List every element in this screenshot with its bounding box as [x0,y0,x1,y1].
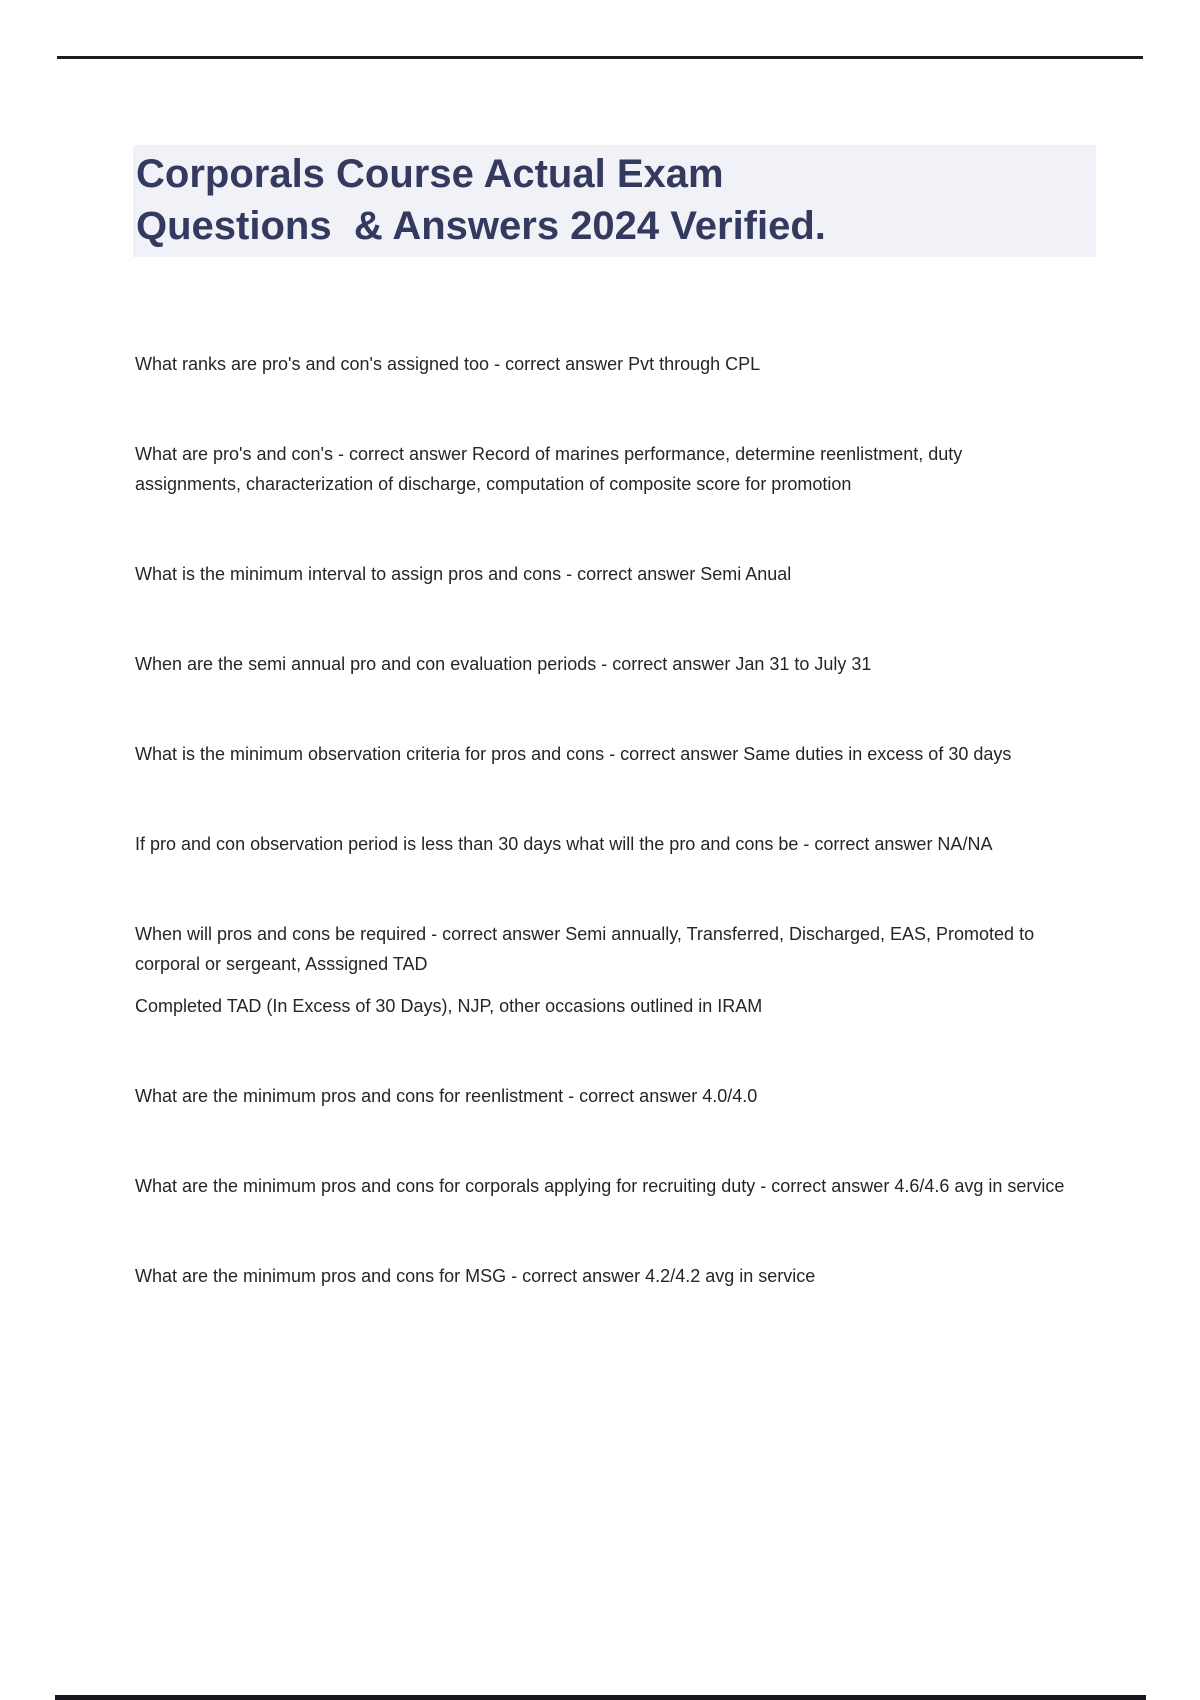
qa-paragraph: What is the minimum observation criteria for pros and cons - correct answer Same duties in excess of 30 days [135,744,1012,764]
document-content [135,145,1065,1351]
page-title-line-2: Questions & Answers 2024 Verified. [136,204,826,248]
qa-paragraph: When will pros and cons be required - correct answer Semi annually, Transferred, Discharged, EAS, Promoted to corporal or sergeant, Asssigned TAD [135,924,1035,974]
qa-paragraph: What are pro's and con's - correct answer Record of marines performance, determine reenlistment, duty assignments, characterization of discharge, computation of composite score for promotion [135,444,963,494]
title-highlight-block [133,145,1096,257]
bottom-horizontal-rule [55,1695,1146,1700]
qa-paragraph: What are the minimum pros and cons for reenlistment - correct answer 4.0/4.0 [135,1086,758,1106]
qa-paragraph: When are the semi annual pro and con evaluation periods - correct answer Jan 31 to July 31 [135,654,872,674]
qa-paragraph: If pro and con observation period is less than 30 days what will the pro and cons be - correct answer NA/NA [135,834,993,854]
page-title-line-1: Corporals Course Actual Exam [136,152,724,196]
qa-paragraph: What are the minimum pros and cons for corporals applying for recruiting duty - correct answer 4.6/4.6 avg in service [135,1176,1065,1196]
qa-paragraph-continuation: Completed TAD (In Excess of 30 Days), NJP, other occasions outlined in IRAM [135,996,763,1016]
qa-paragraph: What ranks are pro's and con's assigned too - correct answer Pvt through CPL [135,354,761,374]
qa-paragraph: What are the minimum pros and cons for MSG - correct answer 4.2/4.2 avg in service [135,1266,816,1286]
qa-paragraph: What is the minimum interval to assign pros and cons - correct answer Semi Anual [135,564,792,584]
top-horizontal-rule [57,56,1143,59]
